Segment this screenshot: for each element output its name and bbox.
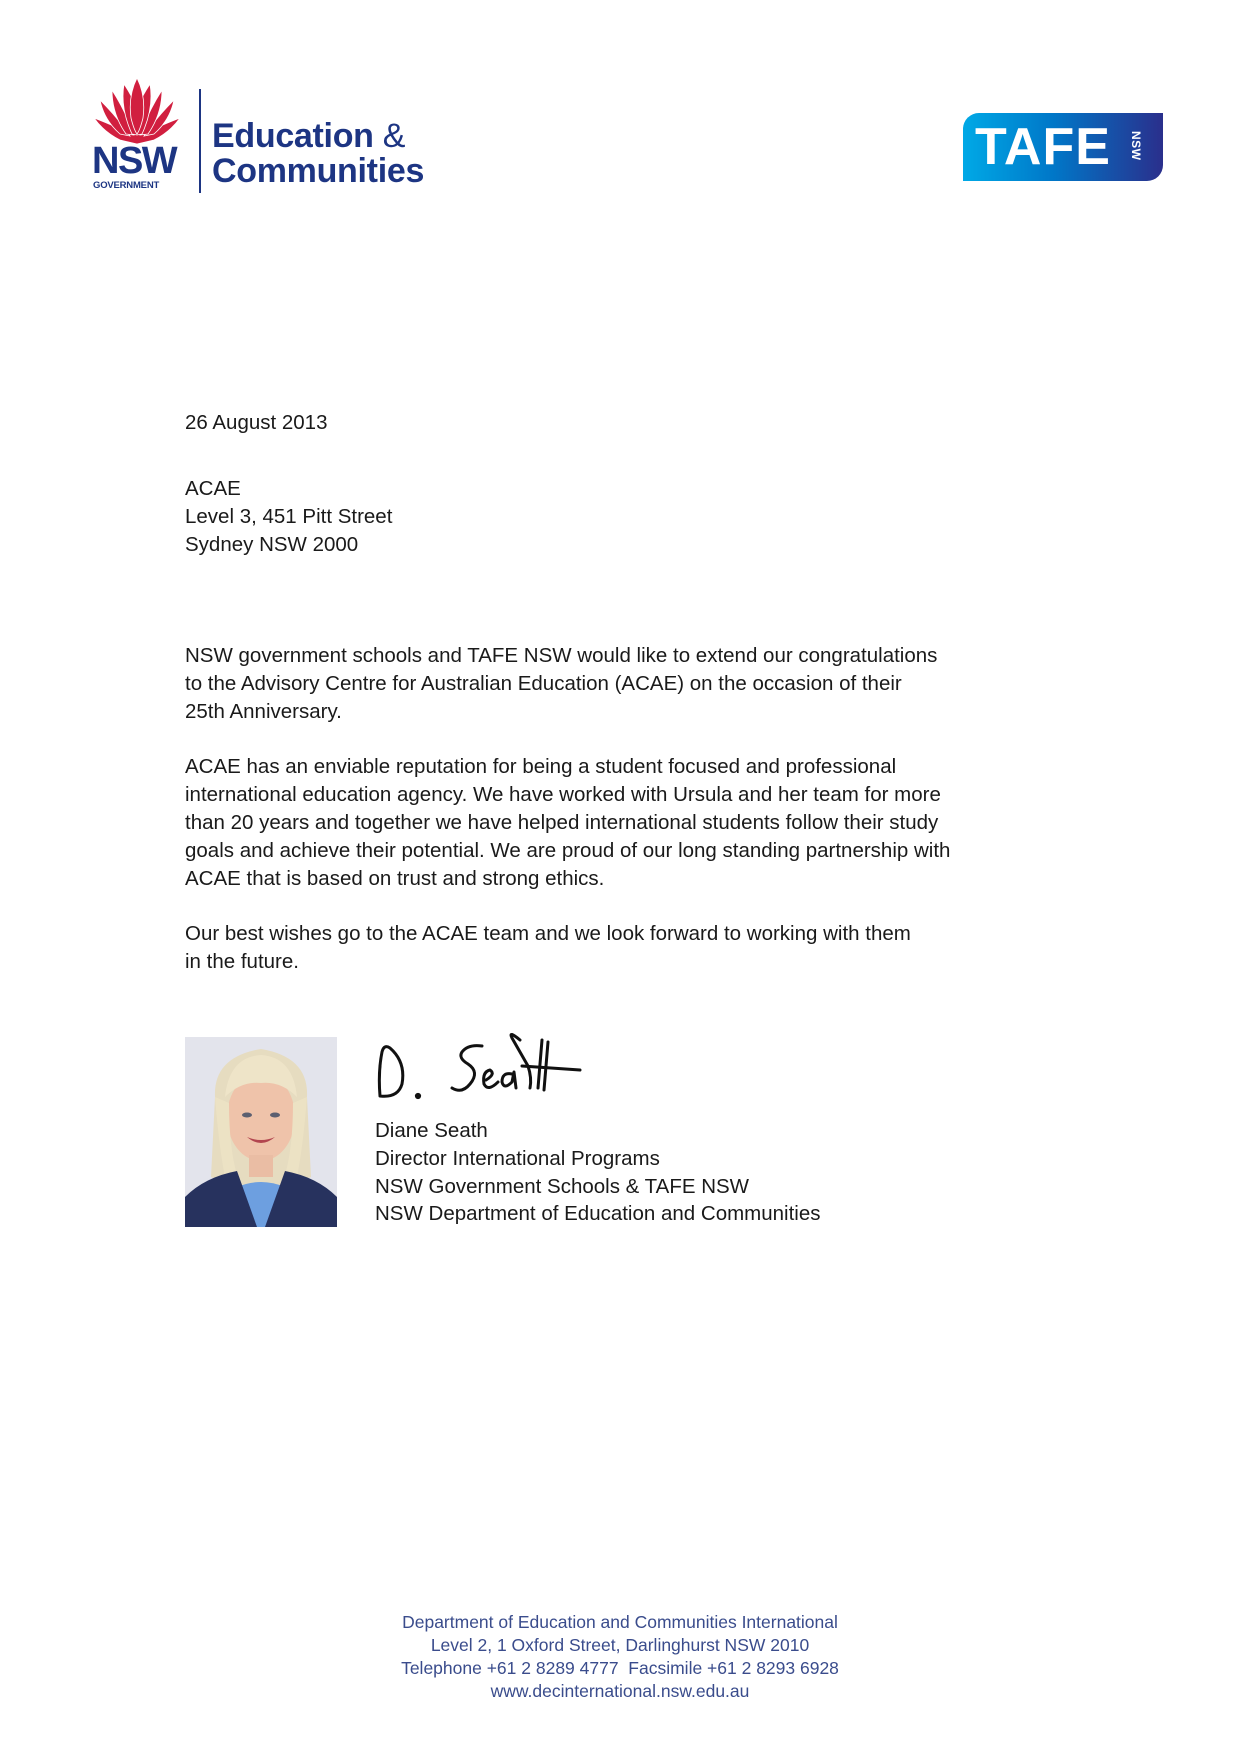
signatory-department: NSW Department of Education and Communities — [375, 1202, 821, 1226]
logo-divider — [199, 89, 201, 193]
signatory-name: Diane Seath — [375, 1119, 488, 1142]
signatory-organisation: NSW Government Schools & TAFE NSW — [375, 1174, 750, 1198]
handwritten-signature — [372, 1022, 592, 1102]
letter-date: 26 August 2013 — [185, 411, 328, 434]
footer-organisation: Department of Education and Communities International — [402, 1612, 838, 1632]
recipient-address — [185, 475, 392, 558]
department-ampersand: & — [382, 117, 406, 155]
waratah-icon — [90, 78, 184, 148]
department-name-line1 — [212, 119, 405, 153]
recipient-address-line1: Level 3, 451 Pitt Street — [185, 504, 393, 528]
department-education: Education — [212, 117, 374, 155]
nsw-education-communities-logo — [88, 76, 448, 196]
body-paragraph: ACAE has an enviable reputation for being a student focused and professional international education agency. We have worked with Ursula and her team for more than 20 years and together we have helped international students follow their study goals and achieve their potential. We are proud of our long standing partnership with ACAE that is based on trust and strong ethics. — [185, 755, 951, 890]
letter-body — [185, 642, 1065, 1004]
footer-website: www.decinternational.nsw.edu.au — [490, 1681, 750, 1701]
tafe-wordmark: TAFE — [975, 118, 1111, 176]
government-label: GOVERNMENT — [93, 180, 160, 191]
footer-address: Level 2, 1 Oxford Street, Darlinghurst NSW 2010 — [430, 1635, 810, 1655]
department-name-line2: Communities — [212, 152, 425, 190]
recipient-name: ACAE — [185, 477, 241, 500]
letterhead-footer — [320, 1611, 920, 1703]
nsw-wordmark: NSW — [92, 140, 177, 182]
portrait-photo — [185, 1037, 337, 1227]
portrait-illustration — [185, 1037, 337, 1227]
footer-contact: Telephone +61 2 8289 4777 Facsimile +61 2 8293 6928 — [401, 1658, 839, 1678]
body-paragraph: Our best wishes go to the ACAE team and we look forward to working with them in the future. — [185, 922, 911, 974]
body-paragraph: NSW government schools and TAFE NSW would like to extend our congratulations to the Advisory Centre for Australian Education (ACAE) on the occasion of their 25th Anniversary. — [185, 644, 938, 723]
tafe-nsw-logo — [963, 113, 1163, 181]
signatory-title: Director International Programs — [375, 1146, 660, 1170]
tafe-nsw-label: NSW — [1129, 131, 1143, 161]
recipient-address-line2: Sydney NSW 2000 — [185, 532, 359, 556]
signatory-details — [375, 1117, 821, 1228]
